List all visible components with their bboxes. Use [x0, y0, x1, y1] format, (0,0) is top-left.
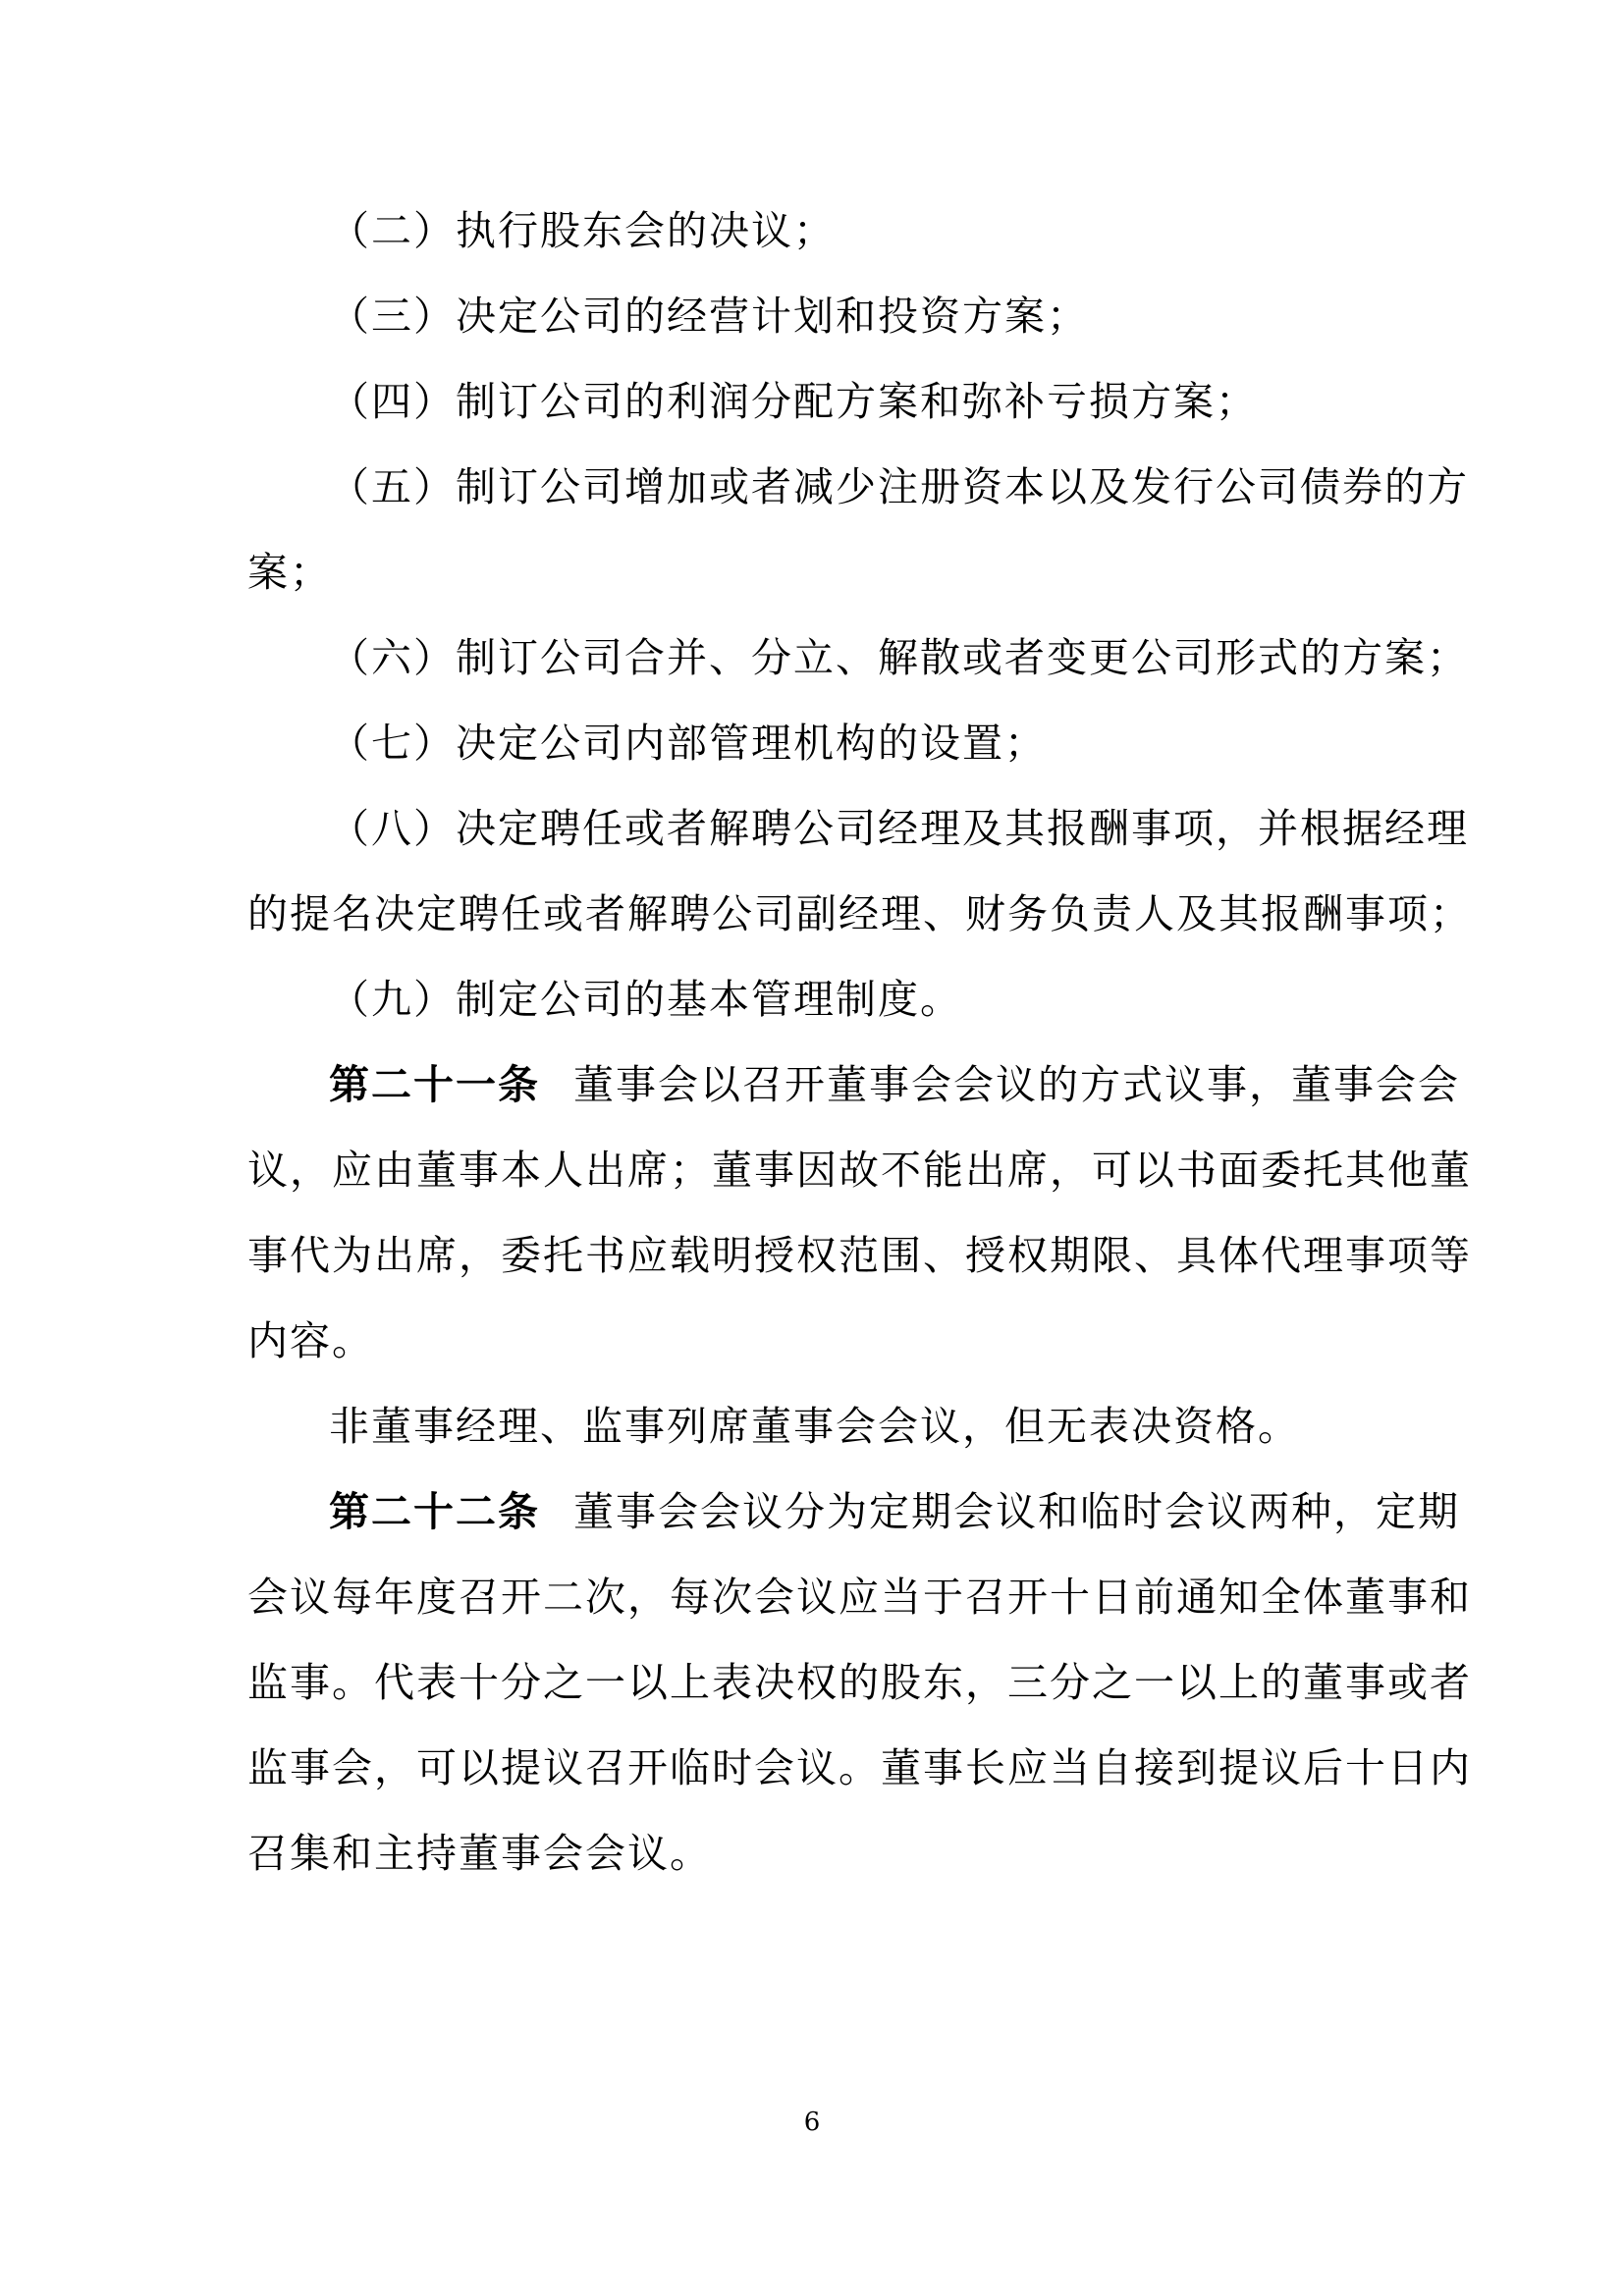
article-21-line-2: 议，应由董事本人出席；董事因故不能出席，可以书面委托其他董	[247, 1147, 1472, 1194]
article-21-text: 董事会以召开董事会会议的方式议事，董事会会	[573, 1061, 1460, 1108]
list-item-5-line-2: 案；	[247, 549, 332, 596]
article-21-line-1	[329, 1060, 1468, 1109]
article-22-line-3: 监事。代表十分之一以上表决权的股东，三分之一以上的董事或者	[247, 1659, 1472, 1706]
page-number: 6	[803, 2108, 821, 2137]
list-item-2: （二）执行股东会的决议；	[329, 207, 836, 254]
article-21-line-4: 内容。	[247, 1317, 374, 1364]
list-item-7: （七）决定公司内部管理机构的设置；	[329, 720, 1047, 767]
article-21-line-3: 事代为出席，委托书应载明授权范围、授权期限、具体代理事项等	[247, 1232, 1472, 1279]
article-22-text: 董事会会议分为定期会议和临时会议两种，定期	[573, 1488, 1460, 1535]
list-item-8-line-1: （八）决定聘任或者解聘公司经理及其报酬事项，并根据经理	[329, 805, 1469, 852]
article-22-line-4: 监事会，可以提议召开临时会议。董事长应当自接到提议后十日内	[247, 1744, 1472, 1791]
list-item-6: （六）制订公司合并、分立、解散或者变更公司形式的方案；	[329, 634, 1469, 681]
article-22-title: 第二十二条	[329, 1488, 540, 1535]
list-item-4: （四）制订公司的利润分配方案和弥补亏损方案；	[329, 378, 1258, 425]
list-item-5-line-1: （五）制订公司增加或者减少注册资本以及发行公司债券的方	[329, 463, 1469, 510]
list-item-9: （九）制定公司的基本管理制度。	[329, 976, 962, 1023]
list-item-8-line-2: 的提名决定聘任或者解聘公司副经理、财务负责人及其报酬事项；	[247, 890, 1472, 937]
article-22-line-1	[329, 1487, 1468, 1536]
article-21-paragraph-2: 非董事经理、监事列席董事会会议，但无表决资格。	[329, 1403, 1300, 1450]
article-22-line-5: 召集和主持董事会会议。	[247, 1830, 712, 1877]
article-21-title: 第二十一条	[329, 1061, 540, 1108]
list-item-3: （三）决定公司的经营计划和投资方案；	[329, 293, 1089, 340]
article-22-line-2: 会议每年度召开二次，每次会议应当于召开十日前通知全体董事和	[247, 1574, 1472, 1621]
